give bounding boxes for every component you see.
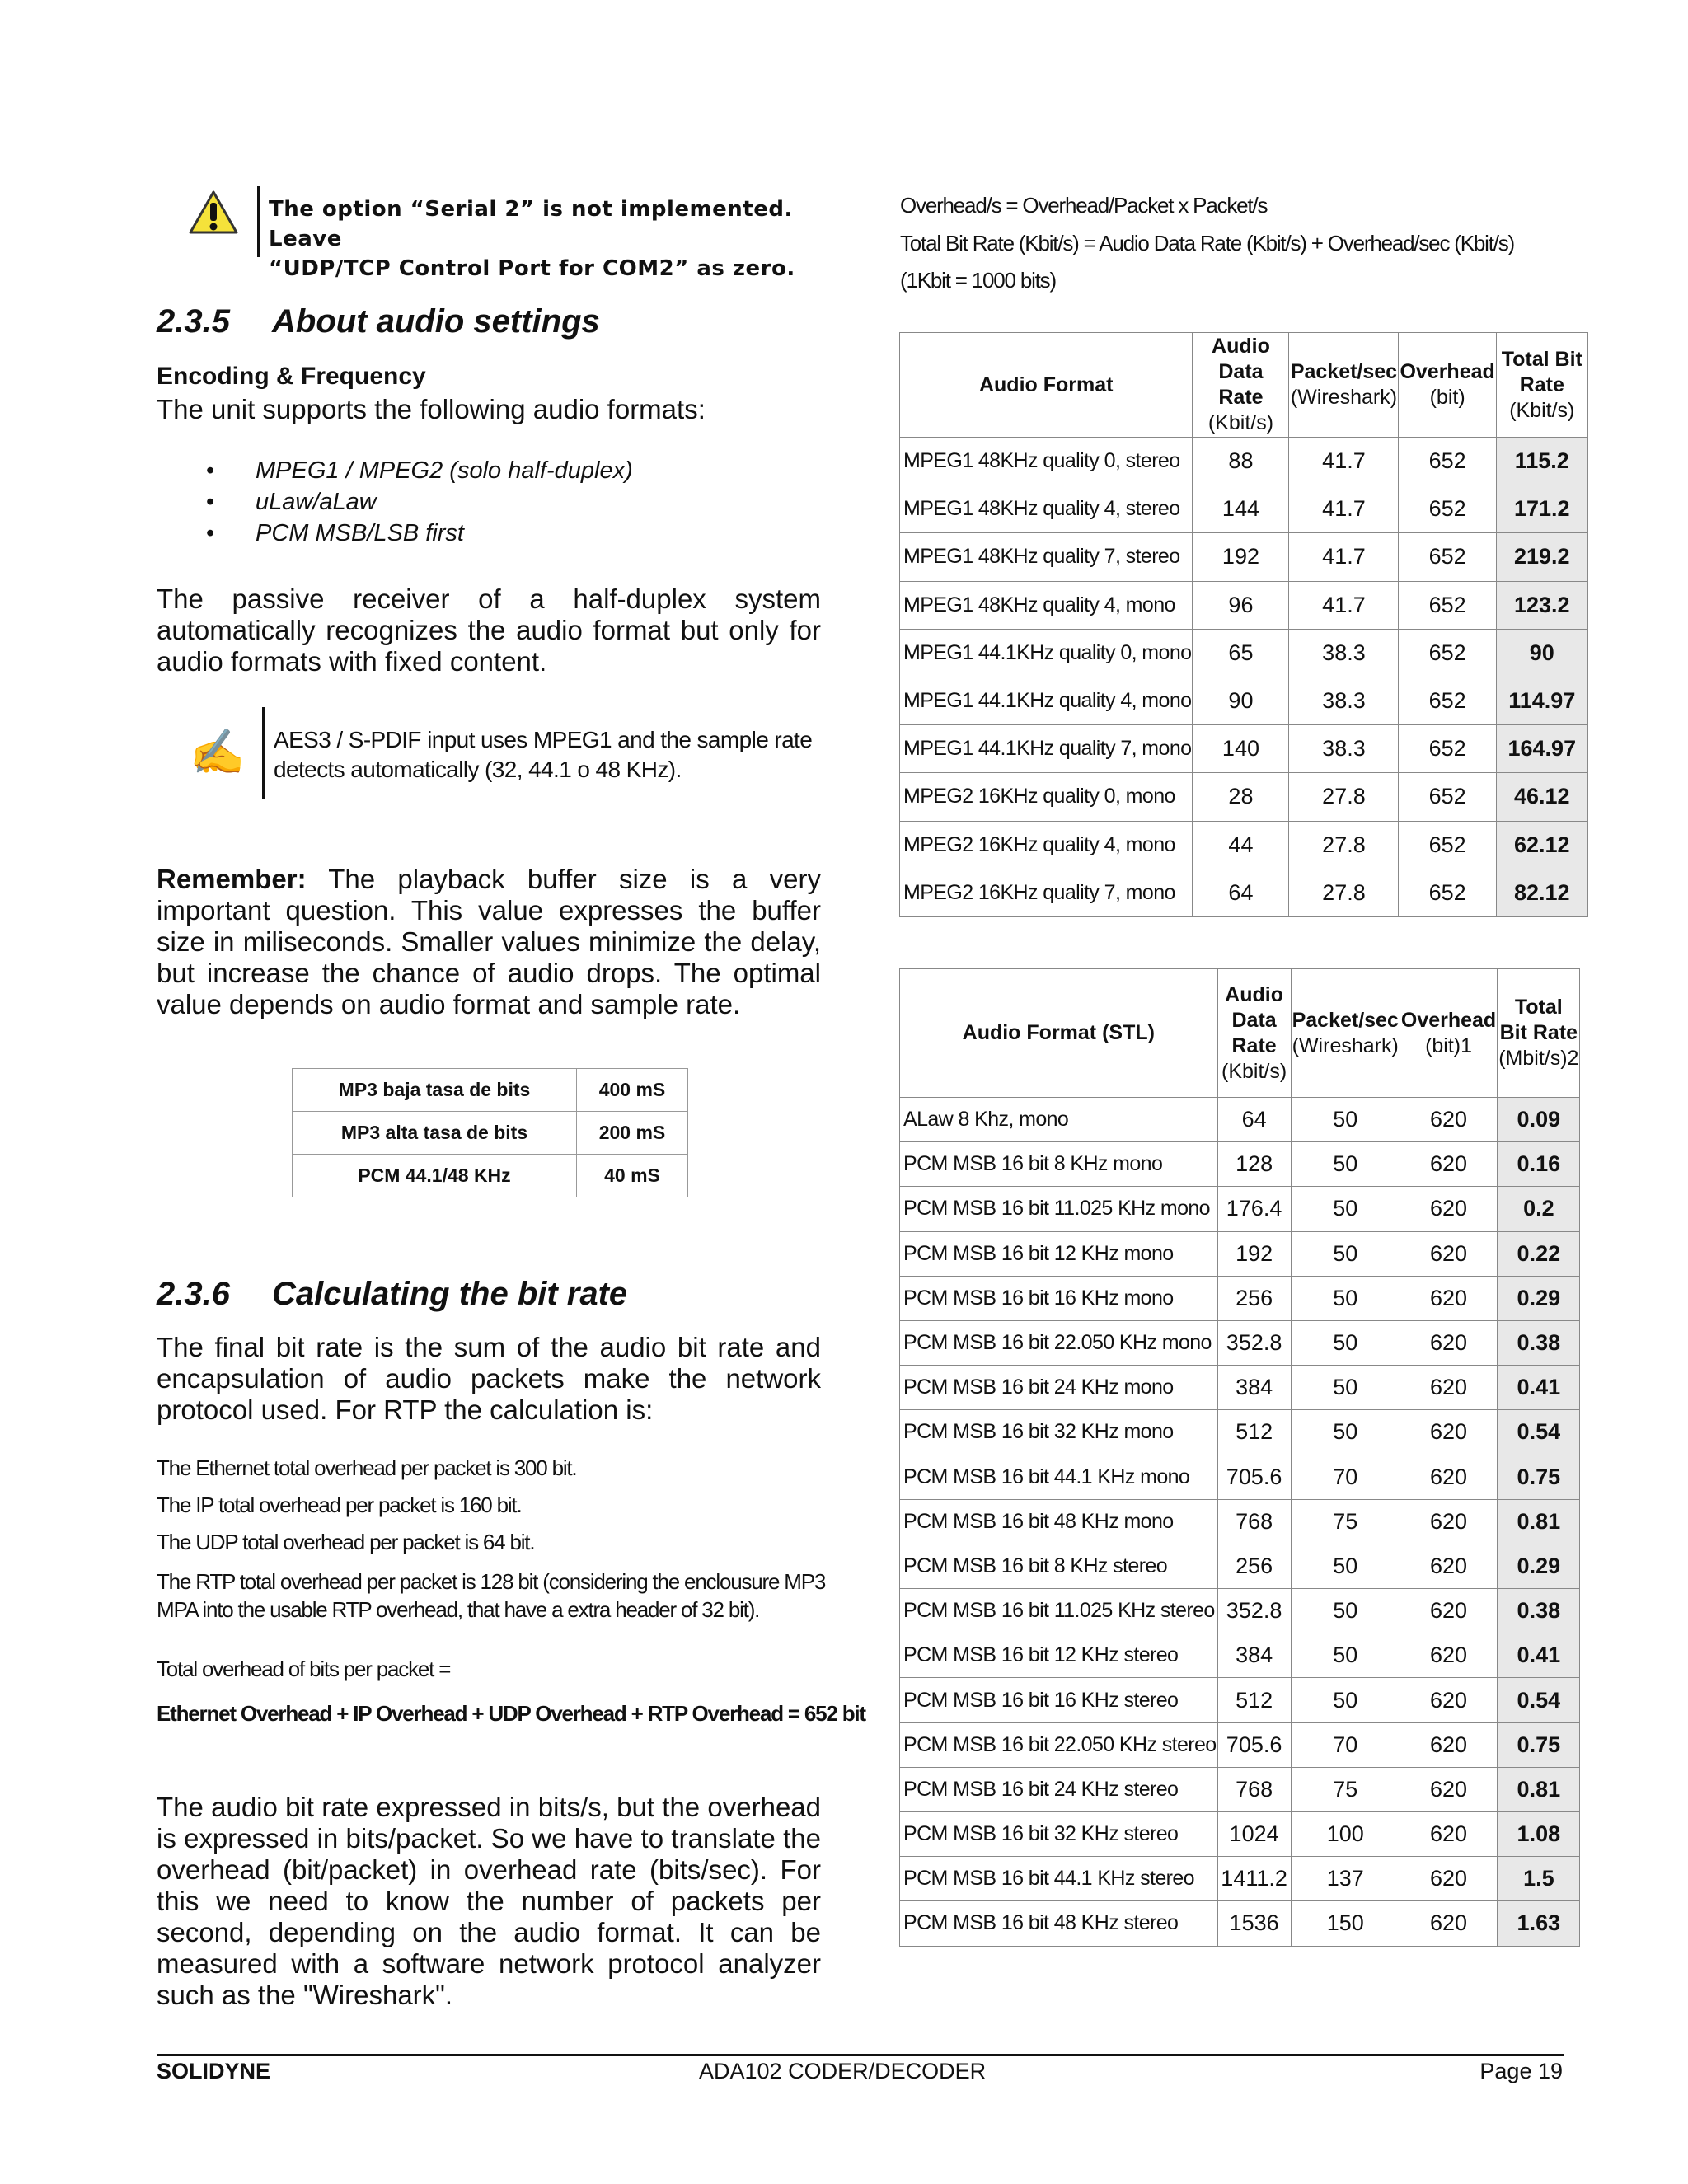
table-cell: 41.7 [1289,485,1399,533]
table-cell: 70 [1291,1722,1400,1767]
table-cell: 0.29 [1498,1544,1580,1588]
table-cell: 0.38 [1498,1320,1580,1365]
table-cell: PCM MSB 16 bit 48 KHz stereo [900,1901,1218,1946]
header-label: Overhead [1400,360,1495,383]
table-cell: PCM MSB 16 bit 44.1 KHz mono [900,1455,1218,1499]
table-cell: 652 [1399,677,1496,724]
table-cell: PCM MSB 16 bit 32 KHz stereo [900,1812,1218,1857]
table-cell: 620 [1400,1187,1497,1231]
table-cell: PCM MSB 16 bit 16 KHz mono [900,1276,1218,1320]
column-header-rate [1217,969,1291,1098]
table-cell: 256 [1217,1544,1291,1588]
warning-divider [257,186,260,257]
table-row [293,1155,688,1197]
table-cell: PCM MSB 16 bit 12 KHz mono [900,1231,1218,1276]
header-unit: (Wireshark) [1290,386,1398,409]
total-overhead-label: Total overhead of bits per packet = [157,1657,451,1681]
table-cell: 115.2 [1496,438,1587,485]
table-cell: 652 [1399,773,1496,821]
table-cell: PCM MSB 16 bit 11.025 KHz mono [900,1187,1218,1231]
table-header-row [900,969,1580,1098]
ethernet-overhead: The Ethernet total overhead per packet is 300 bit. [157,1455,577,1480]
table-cell: 652 [1399,629,1496,677]
table-cell: 352.8 [1217,1589,1291,1633]
table-cell: 137 [1291,1857,1400,1901]
rtp-overhead: The RTP total overhead per packet is 128 bit (considering the enclousure MP3 MPA into the usable RTP overhead, that have a extra header of 32 bit). [157,1569,826,1622]
table-cell: 38.3 [1289,725,1399,773]
table-cell: 100 [1291,1812,1400,1857]
table-cell: 1024 [1217,1812,1291,1857]
table-cell: ALaw 8 Khz, mono [900,1098,1218,1142]
table-cell: 0.2 [1498,1187,1580,1231]
remember-label: Remember: [157,864,307,894]
table-cell: 50 [1291,1098,1400,1142]
header-unit: (bit) [1429,386,1465,409]
table-cell: 620 [1400,1231,1497,1276]
table-cell: 50 [1291,1589,1400,1633]
table-row [900,1812,1580,1857]
table-cell: 0.75 [1498,1722,1580,1767]
table-row [900,725,1588,773]
table-cell: MPEG1 44.1KHz quality 4, mono [900,677,1193,724]
table-row [900,1455,1580,1499]
table-cell: 1.63 [1498,1901,1580,1946]
table-cell: 620 [1400,1812,1497,1857]
footer-page-number: Page 19 [1479,2059,1563,2083]
table-cell: 41.7 [1289,533,1399,581]
table-cell: 0.54 [1498,1410,1580,1455]
table-cell: 620 [1400,1544,1497,1588]
list-item: • MPEG1 / MPEG2 (solo half-duplex) [206,455,633,486]
table-row [900,1767,1580,1811]
remember-text: The playback buffer size is a very important question. This value expresses the buffer size in miliseconds. Smaller values minimize the delay, but increase the chance of audio drops. The optimal value depends on audio format and sample rate. [157,864,821,1019]
table-cell: MPEG1 44.1KHz quality 7, mono [900,725,1193,773]
table-cell: 620 [1400,1276,1497,1320]
table-cell: 620 [1400,1366,1497,1410]
table-row [900,821,1588,869]
table-cell: PCM MSB 16 bit 16 KHz stereo [900,1678,1218,1722]
table-cell: 171.2 [1496,485,1587,533]
table-cell: 0.16 [1498,1142,1580,1187]
table-row [900,1589,1580,1633]
table-cell: PCM MSB 16 bit 8 KHz mono [900,1142,1218,1187]
table-cell: PCM MSB 16 bit 8 KHz stereo [900,1544,1218,1588]
table-cell: 652 [1399,869,1496,916]
table-cell: 620 [1400,1142,1497,1187]
header-unit: (Kbit/s) [1509,398,1575,422]
table-row [900,1187,1580,1231]
table-cell: 50 [1291,1633,1400,1678]
table-header-row [900,333,1588,438]
header-unit: (Kbit/s) [1221,1059,1287,1083]
table-row [293,1069,688,1112]
header-label: Total Bit Rate [1499,996,1578,1044]
table-row [293,1112,688,1155]
header-unit: (Kbit/s) [1207,411,1274,434]
table-cell: MPEG1 48KHz quality 4, stereo [900,485,1193,533]
table-cell: 44 [1193,821,1289,869]
table-cell: 50 [1291,1320,1400,1365]
column-header-overhead [1399,333,1496,438]
section-number: 2.3.6 [157,1276,230,1312]
table-row [900,773,1588,821]
table-cell: PCM MSB 16 bit 24 KHz stereo [900,1767,1218,1811]
column-header-pps [1289,333,1399,438]
table-cell: 620 [1400,1410,1497,1455]
remember-paragraph [157,864,821,1020]
note-divider [262,707,265,799]
table-cell: 512 [1217,1678,1291,1722]
table-cell: MPEG1 48KHz quality 0, stereo [900,438,1193,485]
table-row [900,533,1588,581]
table-cell: 652 [1399,533,1496,581]
table-cell: 1.08 [1498,1812,1580,1857]
formula-overhead-per-sec: Overhead/s = Overhead/Packet x Packet/s [900,193,1268,218]
table-cell: 256 [1217,1276,1291,1320]
table-cell: 50 [1291,1231,1400,1276]
table-cell: 768 [1217,1499,1291,1544]
table-cell: 90 [1496,629,1587,677]
stl-bitrate-table [899,968,1580,1947]
list-item: • PCM MSB/LSB first [206,518,633,549]
warning-icon [188,190,239,236]
table-cell: 200 mS [577,1112,688,1155]
table-cell: 46.12 [1496,773,1587,821]
table-cell: 27.8 [1289,773,1399,821]
note-text [274,725,834,785]
table-cell: 384 [1217,1366,1291,1410]
section-title: About audio settings [272,303,600,340]
formula-kbit-definition: (1Kbit = 1000 bits) [900,268,1056,293]
column-header-overhead [1400,969,1497,1098]
table-cell: 0.75 [1498,1455,1580,1499]
table-cell: 38.3 [1289,629,1399,677]
table-cell: 0.81 [1498,1499,1580,1544]
header-label: Packet/sec [1290,360,1398,383]
table-cell: 70 [1291,1455,1400,1499]
header-label: Total Bit Rate [1501,347,1582,396]
formats-list [206,455,633,549]
header-label: Audio Data Rate [1212,335,1270,409]
final-paragraph: The audio bit rate expressed in bits/s, but the overhead is expressed in bits/packet. So we have to translate the overhead (bit/packet) in overhead rate (bits/sec). For this we need to know the number of packets per second, depending on the audio format. It can be measured with a software network protocol analyzer such as the "Wireshark". [157,1792,821,2010]
table-cell: 90 [1193,677,1289,724]
table-row [900,1722,1580,1767]
section-heading-2-3-6 [157,1276,627,1313]
total-overhead-formula: Ethernet Overhead + IP Overhead + UDP Overhead + RTP Overhead = 652 bit [157,1701,865,1726]
table-cell: 164.97 [1496,725,1587,773]
table-cell: 0.41 [1498,1633,1580,1678]
column-header-total [1496,333,1587,438]
table-cell: 0.22 [1498,1231,1580,1276]
table-row [900,1410,1580,1455]
header-unit: (Wireshark) [1292,1033,1399,1057]
bitrate-paragraph: The final bit rate is the sum of the audio bit rate and encapsulation of audio packets make the network protocol used. For RTP the calculation is: [157,1332,821,1425]
table-cell: PCM MSB 16 bit 22.050 KHz stereo [900,1722,1218,1767]
table-cell: 50 [1291,1410,1400,1455]
table-cell: 96 [1193,581,1289,629]
table-cell: 88 [1193,438,1289,485]
table-row [900,1098,1580,1142]
table-cell: 41.7 [1289,581,1399,629]
table-cell: 192 [1217,1231,1291,1276]
table-cell: 384 [1217,1633,1291,1678]
table-cell: PCM 44.1/48 KHz [293,1155,577,1197]
table-row [900,1857,1580,1901]
table-cell: 352.8 [1217,1320,1291,1365]
passive-receiver-paragraph: The passive receiver of a half-duplex system automatically recognizes the audio format but only for audio formats with fixed content. [157,583,821,677]
table-cell: 41.7 [1289,438,1399,485]
table-cell: MPEG1 44.1KHz quality 0, mono [900,629,1193,677]
table-row [900,581,1588,629]
table-row [900,677,1588,724]
table-cell: 400 mS [577,1069,688,1112]
section-title: Calculating the bit rate [272,1276,628,1312]
table-cell: 50 [1291,1544,1400,1588]
table-row [900,485,1588,533]
table-cell: 28 [1193,773,1289,821]
list-item: • uLaw/aLaw [206,486,633,518]
footer-product: ADA102 CODER/DECODER [699,2059,987,2083]
table-row [900,1901,1580,1946]
table-cell: 128 [1217,1142,1291,1187]
table-cell: 0.09 [1498,1098,1580,1142]
table-cell: 0.29 [1498,1276,1580,1320]
column-header-total [1498,969,1580,1098]
table-cell: 705.6 [1217,1455,1291,1499]
table-cell: 75 [1291,1767,1400,1811]
table-cell: PCM MSB 16 bit 22.050 KHz mono [900,1320,1218,1365]
header-unit: (bit)1 [1425,1033,1473,1057]
warning-note [269,194,829,284]
table-cell: 620 [1400,1320,1497,1365]
table-cell: PCM MSB 16 bit 32 KHz mono [900,1410,1218,1455]
table-cell: 1411.2 [1217,1857,1291,1901]
table-cell: 0.54 [1498,1678,1580,1722]
table-cell: 620 [1400,1767,1497,1811]
table-cell: 50 [1291,1366,1400,1410]
table-cell: MPEG2 16KHz quality 4, mono [900,821,1193,869]
table-cell: 62.12 [1496,821,1587,869]
table-cell: 64 [1193,869,1289,916]
table-cell: 652 [1399,438,1496,485]
table-cell: MPEG1 48KHz quality 7, stereo [900,533,1193,581]
buffer-table [292,1068,688,1197]
table-cell: 512 [1217,1410,1291,1455]
note-line-2: detects automatically (32, 44.1 o 48 KHz). [274,757,682,782]
table-cell: 150 [1291,1901,1400,1946]
table-cell: 50 [1291,1187,1400,1231]
table-cell: 38.3 [1289,677,1399,724]
table-cell: MPEG1 48KHz quality 4, mono [900,581,1193,629]
warning-line-2: “UDP/TCP Control Port for COM2” as zero. [269,256,795,281]
table-cell: 27.8 [1289,821,1399,869]
table-row [900,1633,1580,1678]
table-cell: 144 [1193,485,1289,533]
section-heading-2-3-5 [157,303,600,340]
footer-rule [157,2054,1564,2056]
pencil-note-icon: ✍ [190,728,246,777]
table-cell: 652 [1399,485,1496,533]
table-cell: 620 [1400,1722,1497,1767]
table-cell: MPEG2 16KHz quality 7, mono [900,869,1193,916]
table-cell: 114.97 [1496,677,1587,724]
table-row [900,438,1588,485]
table-cell: 123.2 [1496,581,1587,629]
table-cell: PCM MSB 16 bit 11.025 KHz stereo [900,1589,1218,1633]
column-header-rate [1193,333,1289,438]
formats-intro: The unit supports the following audio formats: [157,394,706,424]
ip-overhead: The IP total overhead per packet is 160 bit. [157,1493,522,1517]
header-label: Overhead [1400,1008,1497,1032]
table-row [900,1276,1580,1320]
table-cell: PCM MSB 16 bit 48 KHz mono [900,1499,1218,1544]
udp-overhead: The UDP total overhead per packet is 64 bit. [157,1530,535,1554]
table-cell: 64 [1217,1098,1291,1142]
table-row [900,629,1588,677]
table-cell: 27.8 [1289,869,1399,916]
table-cell: 768 [1217,1767,1291,1811]
table-cell: 192 [1193,533,1289,581]
table-row [900,869,1588,916]
section-number: 2.3.5 [157,303,230,340]
table-cell: MP3 alta tasa de bits [293,1112,577,1155]
table-cell: 75 [1291,1499,1400,1544]
header-label: Audio Data Rate [1225,982,1283,1057]
table-row [900,1142,1580,1187]
table-cell: 1536 [1217,1901,1291,1946]
mpeg-bitrate-table [899,332,1588,917]
table-cell: 219.2 [1496,533,1587,581]
table-cell: 620 [1400,1455,1497,1499]
table-row [900,1544,1580,1588]
table-cell: 65 [1193,629,1289,677]
formula-total-bit-rate: Total Bit Rate (Kbit/s) = Audio Data Rate (Kbit/s) + Overhead/sec (Kbit/s) [900,231,1515,255]
table-cell: 620 [1400,1098,1497,1142]
table-cell: 620 [1400,1901,1497,1946]
table-cell: 176.4 [1217,1187,1291,1231]
footer-company: SOLIDYNE [157,2059,271,2083]
table-cell: 652 [1399,581,1496,629]
table-cell: 140 [1193,725,1289,773]
table-row [900,1231,1580,1276]
table-cell: 0.38 [1498,1589,1580,1633]
table-cell: 620 [1400,1678,1497,1722]
table-cell: 50 [1291,1142,1400,1187]
table-cell: PCM MSB 16 bit 44.1 KHz stereo [900,1857,1218,1901]
column-header-format: Audio Format (STL) [900,969,1218,1098]
warning-line-1: The option “Serial 2” is not implemented. Leave [269,197,793,251]
encoding-heading: Encoding & Frequency [157,363,426,390]
table-cell: 82.12 [1496,869,1587,916]
table-cell: 620 [1400,1589,1497,1633]
table-cell: 40 mS [577,1155,688,1197]
table-cell: 620 [1400,1499,1497,1544]
table-cell: MP3 baja tasa de bits [293,1069,577,1112]
table-cell: 652 [1399,821,1496,869]
table-cell: PCM MSB 16 bit 12 KHz stereo [900,1633,1218,1678]
table-cell: PCM MSB 16 bit 24 KHz mono [900,1366,1218,1410]
note-line-1: AES3 / S-PDIF input uses MPEG1 and the sample rate [274,727,813,752]
table-row [900,1499,1580,1544]
table-cell: 1.5 [1498,1857,1580,1901]
table-cell: 705.6 [1217,1722,1291,1767]
table-cell: 0.41 [1498,1366,1580,1410]
header-unit: (Mbit/s)2 [1498,1047,1579,1070]
table-cell: 0.81 [1498,1767,1580,1811]
column-header-format: Audio Format [900,333,1193,438]
header-label: Packet/sec [1292,1008,1399,1032]
table-row [900,1678,1580,1722]
table-row [900,1366,1580,1410]
column-header-pps [1291,969,1400,1098]
table-row [900,1320,1580,1365]
table-cell: 50 [1291,1276,1400,1320]
table-cell: 50 [1291,1678,1400,1722]
table-cell: 620 [1400,1857,1497,1901]
table-cell: MPEG2 16KHz quality 0, mono [900,773,1193,821]
table-cell: 620 [1400,1633,1497,1678]
table-cell: 652 [1399,725,1496,773]
